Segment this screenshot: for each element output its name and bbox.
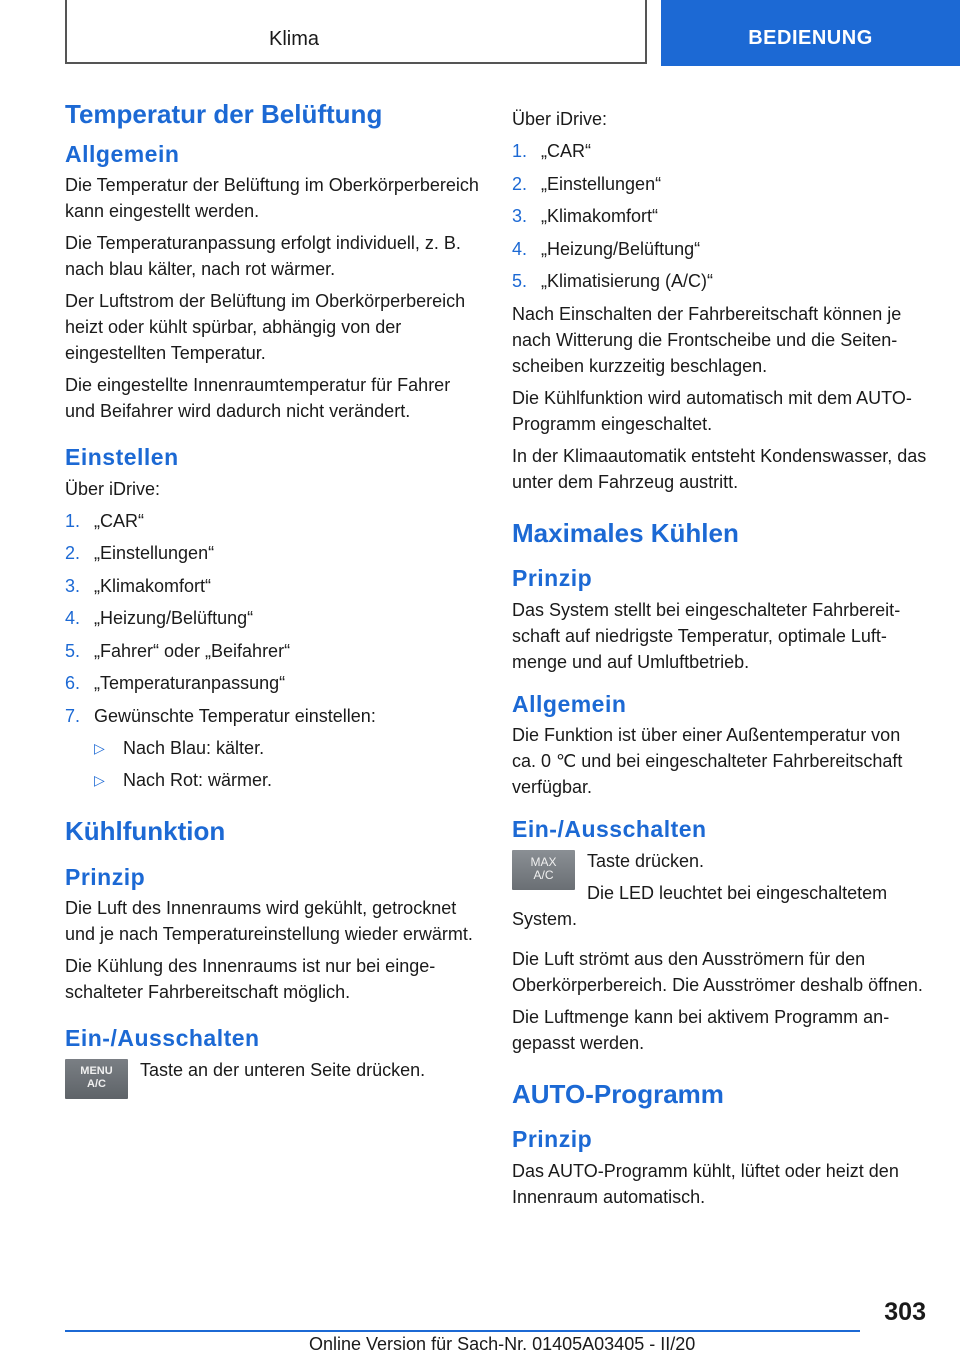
button-label-line: A/C — [87, 1077, 106, 1090]
footer-online-version: Online Version für Sach-Nr. 01405A03405 - II/20 — [309, 1334, 696, 1354]
heading-ein-ausschalten: Ein-/Ausschalten — [512, 816, 707, 843]
step-text: Gewünschte Temperatur einstellen: — [94, 705, 376, 726]
step-number: 6. — [65, 673, 81, 694]
list-item — [65, 540, 480, 566]
step-text: „CAR“ — [94, 510, 144, 531]
list-item — [65, 605, 480, 631]
step-text: „Einstellungen“ — [94, 543, 215, 564]
header-chapter-tab: BEDIENUNG — [661, 0, 960, 66]
paragraph: Über iDrive: — [65, 478, 161, 499]
footer-divider — [65, 1330, 860, 1332]
paragraph: Die Luft des Innenraums wird gekühlt, getrocknet und je nach Temperatureinstellung wieder erwärmt. — [65, 898, 473, 945]
list-item — [65, 508, 480, 534]
list-item — [512, 203, 927, 229]
step-text: „Heizung/Belüftung“ — [94, 608, 254, 629]
list-item — [512, 171, 927, 197]
heading-allgemein: Allgemein — [512, 690, 627, 717]
menu-ac-button-icon — [65, 1059, 128, 1099]
step-text: „Klimakomfort“ — [94, 575, 212, 596]
header-section-title: Klima — [268, 28, 319, 50]
paragraph: Das System stellt bei eingeschalteter Fahrbereitschaft auf niedrigste Temperatur, optimale Luftmenge und auf Umluftbetrieb. — [512, 599, 901, 672]
left-column — [65, 98, 480, 1099]
step-number: 4. — [512, 238, 528, 259]
bullet-text: Nach Rot: wärmer. — [123, 770, 273, 791]
step-text: „CAR“ — [541, 141, 591, 161]
step-number: 7. — [65, 705, 81, 726]
paragraph: Die Kühlfunktion wird automatisch mit dem AUTO-Programm eingeschaltet. — [512, 387, 912, 434]
list-item — [65, 703, 480, 794]
paragraph: Die Funktion ist über einer Außentemperatur von ca. 0 ℃ und bei eingeschalteter Fahrbereitschaft verfügbar. — [512, 725, 903, 798]
paragraph: Nach Einschalten der Fahrbereitschaft können je nach Witterung die Frontscheibe und die Seitenscheiben kurzzeitig beschlagen. — [512, 303, 902, 376]
step-number: 1. — [512, 141, 528, 161]
paragraph: Die Temperaturanpassung erfolgt individuell, z. B. nach blau kälter, nach rot wärmer. — [65, 233, 461, 280]
list-item — [65, 670, 480, 696]
button-label-line: MENU — [80, 1064, 113, 1077]
paragraph: Die Kühlung des Innenraums ist nur bei eingeschalteter Fahrbereitschaft möglich. — [65, 956, 436, 1003]
heading-ein-ausschalten: Ein-/Ausschalten — [65, 1025, 260, 1052]
list-item — [512, 268, 927, 294]
button-instruction — [65, 1057, 480, 1099]
heading-prinzip: Prinzip — [512, 1126, 593, 1153]
paragraph: Das AUTO-Programm kühlt, lüftet oder heizt den Innenraum automatisch. — [512, 1160, 899, 1207]
paragraph: Über iDrive: — [512, 109, 608, 129]
bullet-item — [94, 767, 480, 793]
button-label-line: MAX — [530, 854, 557, 869]
section-title-maximales-kuehlen: Maximales Kühlen — [512, 517, 739, 548]
right-column — [512, 106, 927, 1216]
header-frame — [65, 0, 647, 64]
bullet-item — [94, 735, 480, 761]
paragraph: Der Luftstrom der Belüftung im Oberkörperbereich heizt oder kühlt spürbar, abhängig von der eingestellten Temperatur. — [65, 291, 466, 364]
bullet-text: Nach Blau: kälter. — [123, 737, 265, 758]
paragraph: Die Luftmenge kann bei aktivem Programm angepasst werden. — [512, 1006, 890, 1053]
section-title-auto-programm: AUTO-Programm — [512, 1078, 724, 1109]
step-number: 4. — [65, 608, 81, 629]
step-list — [65, 508, 480, 794]
heading-prinzip: Prinzip — [65, 863, 146, 890]
paragraph: Die Luft strömt aus den Ausströmern für den Oberkörperbereich. Die Ausströmer deshalb öffnen. — [512, 948, 923, 995]
step-text: „Einstellungen“ — [541, 173, 662, 194]
button-instruction — [512, 848, 927, 932]
paragraph: Die Temperatur der Belüftung im Oberkörperbereich kann eingestellt werden. — [65, 175, 479, 222]
step-text: „Klimakomfort“ — [541, 206, 659, 226]
section-title-temperatur: Temperatur der Belüftung — [65, 99, 383, 129]
paragraph: In der Klimaautomatik entsteht Kondenswasser, das unter dem Fahrzeug austritt. — [512, 445, 927, 492]
step-number: 2. — [65, 543, 81, 564]
step-number: 5. — [512, 271, 528, 291]
list-item — [65, 638, 480, 664]
list-item — [512, 236, 927, 262]
step-list — [512, 138, 927, 294]
section-title-kuehlfunktion: Kühlfunktion — [65, 816, 226, 847]
bullet-list — [94, 735, 480, 794]
paragraph: Taste drücken. — [587, 850, 705, 871]
step-number: 1. — [65, 510, 81, 531]
heading-einstellen: Einstellen — [65, 444, 179, 471]
step-number: 5. — [65, 640, 81, 661]
step-number: 3. — [65, 575, 81, 596]
page-number: 303 — [884, 1298, 926, 1326]
step-text: „Klimatisierung (A/C)“ — [541, 271, 714, 291]
step-number: 2. — [512, 173, 528, 194]
triangle-bullet-icon: ▷ — [94, 772, 105, 789]
button-label-line: A/C — [533, 867, 554, 882]
max-ac-button-icon — [512, 850, 575, 890]
list-item — [512, 138, 927, 164]
paragraph: Die LED leuchtet bei eingeschaltetem System. — [512, 882, 888, 929]
paragraph: Taste an der unteren Seite drücken. — [140, 1059, 426, 1080]
triangle-bullet-icon: ▷ — [94, 739, 105, 756]
step-text: „Heizung/Belüftung“ — [541, 238, 701, 259]
step-text: „Temperaturanpassung“ — [94, 673, 286, 694]
list-item — [65, 573, 480, 599]
step-text: „Fahrer“ oder „Beifahrer“ — [94, 640, 291, 661]
paragraph: Die eingestellte Innenraumtemperatur für Fahrer und Beifahrer wird dadurch nicht verändert. — [65, 375, 451, 422]
step-number: 3. — [512, 206, 528, 226]
heading-prinzip: Prinzip — [512, 565, 593, 591]
heading-allgemein: Allgemein — [65, 140, 180, 167]
